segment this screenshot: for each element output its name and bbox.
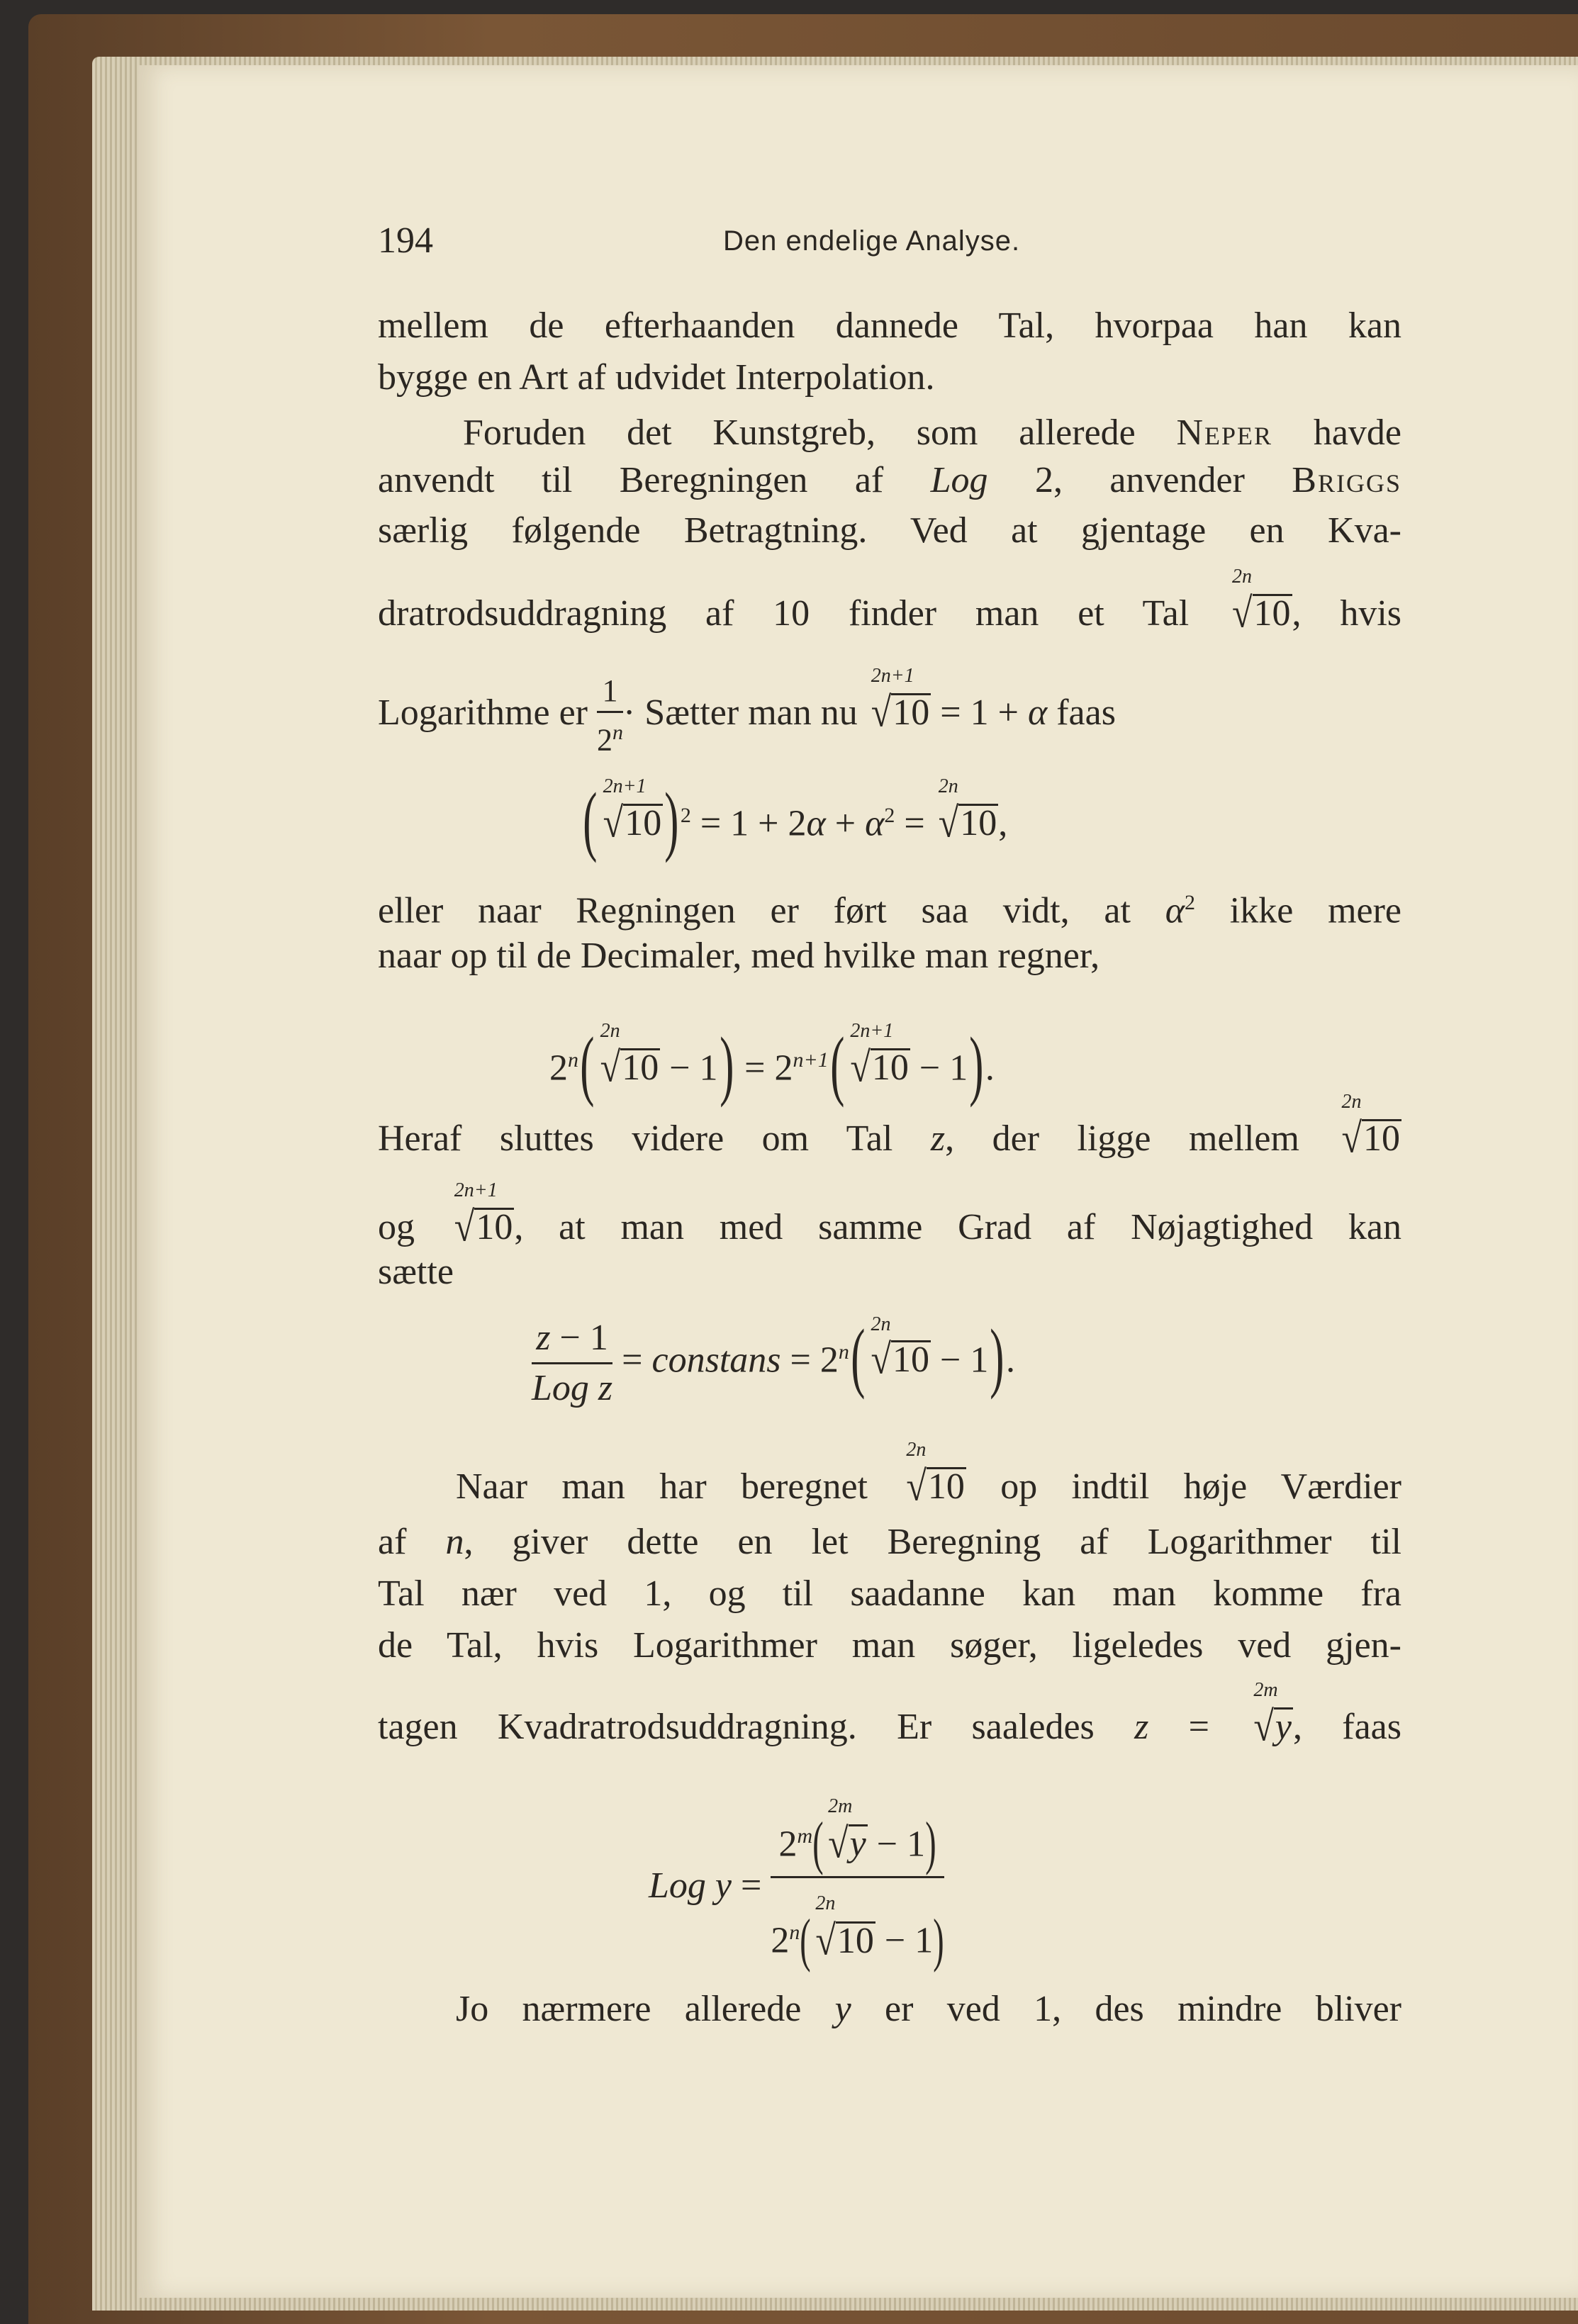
text: = (732, 1865, 771, 1906)
text-line (378, 664, 1401, 758)
text-line (378, 1179, 1402, 1251)
exponent: 2 (680, 804, 691, 827)
root-expression (1232, 566, 1292, 637)
radicand: 10 (892, 1340, 930, 1381)
root-expression (1253, 1679, 1293, 1751)
equation-3 (532, 1313, 1555, 1408)
text: Heraf sluttes videre om Tal (378, 1118, 931, 1159)
root-index: 2n (1341, 1091, 1362, 1113)
root-expression (603, 775, 664, 847)
text: og (378, 1207, 450, 1247)
text: tagen Kvadratrodsuddragning. Er saaledes (378, 1707, 1135, 1747)
radical-sign: √ (1253, 1703, 1274, 1751)
text: = (1148, 1707, 1250, 1747)
radicand: 10 (1253, 593, 1291, 634)
text-line (378, 1988, 1401, 2031)
denominator (532, 1364, 612, 1408)
root-expression (871, 664, 931, 736)
root-expression (850, 1020, 910, 1091)
root-index: 2n+1 (603, 775, 647, 798)
radicand: 10 (871, 1048, 909, 1089)
radicand: 10 (476, 1207, 513, 1247)
radicand: 10 (960, 803, 997, 844)
fraction (597, 675, 623, 756)
radical-sign: √ (454, 1203, 475, 1251)
radical-sign: √ (938, 799, 959, 847)
text: − 1 (867, 1824, 926, 1865)
fraction (771, 1795, 944, 1973)
root-index: 2n+1 (871, 664, 914, 687)
fraction (532, 1318, 612, 1408)
paren: ) (719, 1021, 734, 1108)
root-expression (454, 1179, 515, 1251)
math-y: y (834, 1989, 851, 2029)
text: = (895, 803, 934, 844)
text: dratrodsuddragning af 10 finder man et Tal (378, 593, 1228, 634)
math-alpha: α (806, 803, 826, 844)
text: , (998, 803, 1008, 844)
text: anvendt til Beregningen af (378, 460, 931, 500)
text: = 1 + 2 (690, 803, 807, 844)
text-line: bygge en Art af udvidet Interpolation. (378, 357, 935, 398)
base: 2 (778, 1824, 798, 1865)
base: 2 (819, 1340, 839, 1381)
math-z: z (536, 1318, 551, 1358)
denominator (597, 713, 623, 756)
root-expression (828, 1795, 868, 1868)
paren: ( (829, 1021, 845, 1108)
paren: ) (925, 1810, 936, 1877)
radicand: y (1275, 1707, 1292, 1747)
radicand: 10 (625, 803, 662, 844)
paren: ( (580, 1021, 595, 1108)
root-expression (906, 1439, 966, 1510)
text: Jo nærmere allerede (456, 1989, 835, 2029)
text-line: mellem de efterhaanden dannede Tal, hvorpaa han kan (378, 305, 1401, 346)
math-z: z (1134, 1707, 1149, 1747)
text-line (378, 459, 1401, 502)
root-index: 2n (938, 775, 958, 798)
text: faas (1047, 692, 1116, 733)
root-expression (600, 1020, 661, 1091)
root-expression (871, 1313, 931, 1383)
radicand: 10 (892, 692, 930, 733)
math-constans: constans (651, 1340, 781, 1381)
text: + (825, 803, 866, 844)
text: , faas (1292, 1707, 1402, 1747)
root-index: 2n+1 (850, 1020, 894, 1043)
equation-2 (549, 1020, 1573, 1108)
text-line (378, 882, 1401, 932)
math-log: Log (649, 1865, 706, 1906)
text: , giver dette en let Beregning af Logarithmer til (464, 1522, 1401, 1562)
text: er ved 1, des mindre bliver (851, 1989, 1401, 2029)
running-title: Den endelige Analyse. (723, 225, 1021, 257)
root-expression (815, 1892, 875, 1964)
text-line: de Tal, hvis Logarithmer man søger, ligeledes ved gjen- (378, 1625, 1401, 1666)
text: , hvis (1292, 593, 1402, 634)
root-index: 2n+1 (454, 1179, 498, 1201)
root-index: 2m (828, 1795, 853, 1818)
text: = (735, 1048, 775, 1089)
exponent: n (838, 1340, 849, 1364)
text: = (780, 1340, 820, 1381)
text-line: Tal nær ved 1, og til saadanne kan man komme fra (378, 1573, 1401, 1614)
base: 2 (596, 722, 612, 758)
paren: ( (851, 1313, 866, 1400)
math-n: n (445, 1522, 464, 1562)
paren: ) (969, 1021, 984, 1108)
radical-sign: √ (815, 1917, 836, 1964)
math-alpha: α (1027, 692, 1048, 733)
radical-sign: √ (871, 689, 892, 736)
text: − 1 (660, 1048, 718, 1089)
radical-sign: √ (850, 1044, 871, 1091)
text-line (378, 412, 1401, 454)
root-index: 2n (600, 1020, 620, 1043)
radicand: 10 (622, 1048, 659, 1089)
radical-sign: √ (1341, 1115, 1362, 1162)
radicand: 10 (927, 1466, 965, 1507)
text-line (378, 566, 1402, 637)
text: . (985, 1048, 995, 1089)
radical-sign: √ (600, 1044, 621, 1091)
name-briggs: Briggs (1292, 460, 1401, 500)
math-y: y (715, 1865, 732, 1906)
text: af (378, 1522, 446, 1562)
text: − 1 (931, 1340, 989, 1381)
numerator (532, 1318, 612, 1364)
base: 2 (549, 1048, 568, 1089)
text: − 1 (875, 1920, 934, 1961)
text-line: naar op til de Decimaler, med hvilke man regner, (378, 936, 1100, 976)
radicand: y (849, 1824, 866, 1865)
text-line: særlig følgende Betragtning. Ved at gjentage en Kva- (378, 510, 1401, 551)
text: Foruden det Kunstgreb, som allerede (463, 412, 1177, 453)
exponent: m (797, 1824, 813, 1848)
root-expression (938, 775, 999, 847)
text: = (612, 1340, 652, 1381)
exponent: 2 (1184, 891, 1195, 914)
exponent: n+1 (793, 1048, 829, 1072)
radicand: 10 (836, 1920, 874, 1961)
text-line (378, 1091, 1401, 1162)
math-log: Log (532, 1368, 589, 1408)
text: . (1005, 1340, 1015, 1381)
name-neper: Neper (1176, 412, 1273, 453)
paren: ) (990, 1313, 1005, 1400)
paren: ) (933, 1907, 944, 1973)
root-index: 2n (871, 1313, 891, 1336)
math-z: z (598, 1368, 613, 1408)
base: 2 (774, 1048, 793, 1089)
base: 2 (771, 1920, 790, 1961)
numerator: 1 (597, 675, 623, 713)
denominator (771, 1878, 944, 1973)
text: Naar man har beregnet (456, 1466, 902, 1507)
text-line: sætte (378, 1252, 454, 1292)
text: eller naar Regningen er ført saa vidt, at (378, 890, 1165, 931)
exponent: n (612, 721, 623, 744)
paren: ) (664, 777, 679, 864)
equation-1 (581, 775, 1578, 864)
root-index: 2n (815, 1892, 836, 1914)
text: − 1 (550, 1318, 608, 1358)
radical-sign: √ (1232, 590, 1253, 637)
root-expression (1341, 1091, 1401, 1162)
text-line (378, 1521, 1401, 1564)
text-line (378, 1439, 1401, 1510)
text: havde (1272, 412, 1401, 453)
math-alpha: α (865, 803, 885, 844)
text-line (378, 1679, 1402, 1751)
text: , der ligge mellem (945, 1118, 1338, 1159)
root-index: 2n (906, 1439, 927, 1461)
text: ikke mere (1194, 890, 1401, 931)
text: = 1 + (931, 692, 1028, 733)
exponent: n (789, 1921, 800, 1945)
paren: ( (812, 1810, 824, 1877)
text: , at man med samme Grad af Nøjagtighed kan (514, 1207, 1402, 1247)
root-index: 2n (1232, 566, 1252, 588)
math-alpha: α (1165, 890, 1185, 931)
page-number: 194 (378, 220, 433, 261)
text: Logarithme er (378, 692, 597, 733)
equation-4 (649, 1795, 1578, 1973)
math-z: z (930, 1118, 946, 1159)
paren: ( (800, 1907, 812, 1973)
radical-sign: √ (828, 1820, 849, 1868)
exponent: n (568, 1048, 578, 1072)
radical-sign: √ (906, 1463, 927, 1510)
exponent: 2 (884, 804, 895, 827)
text: − 1 (910, 1048, 968, 1089)
radical-sign: √ (603, 799, 624, 847)
text: · Sætter man nu (622, 692, 867, 733)
text: 2, anvender (987, 460, 1292, 500)
math-log: Log (930, 460, 988, 500)
root-index: 2m (1253, 1679, 1278, 1701)
radical-sign: √ (871, 1337, 892, 1383)
radicand: 10 (1363, 1118, 1400, 1159)
numerator (771, 1795, 944, 1878)
text: op indtil høje Værdier (966, 1466, 1401, 1507)
paren: ( (583, 777, 598, 864)
